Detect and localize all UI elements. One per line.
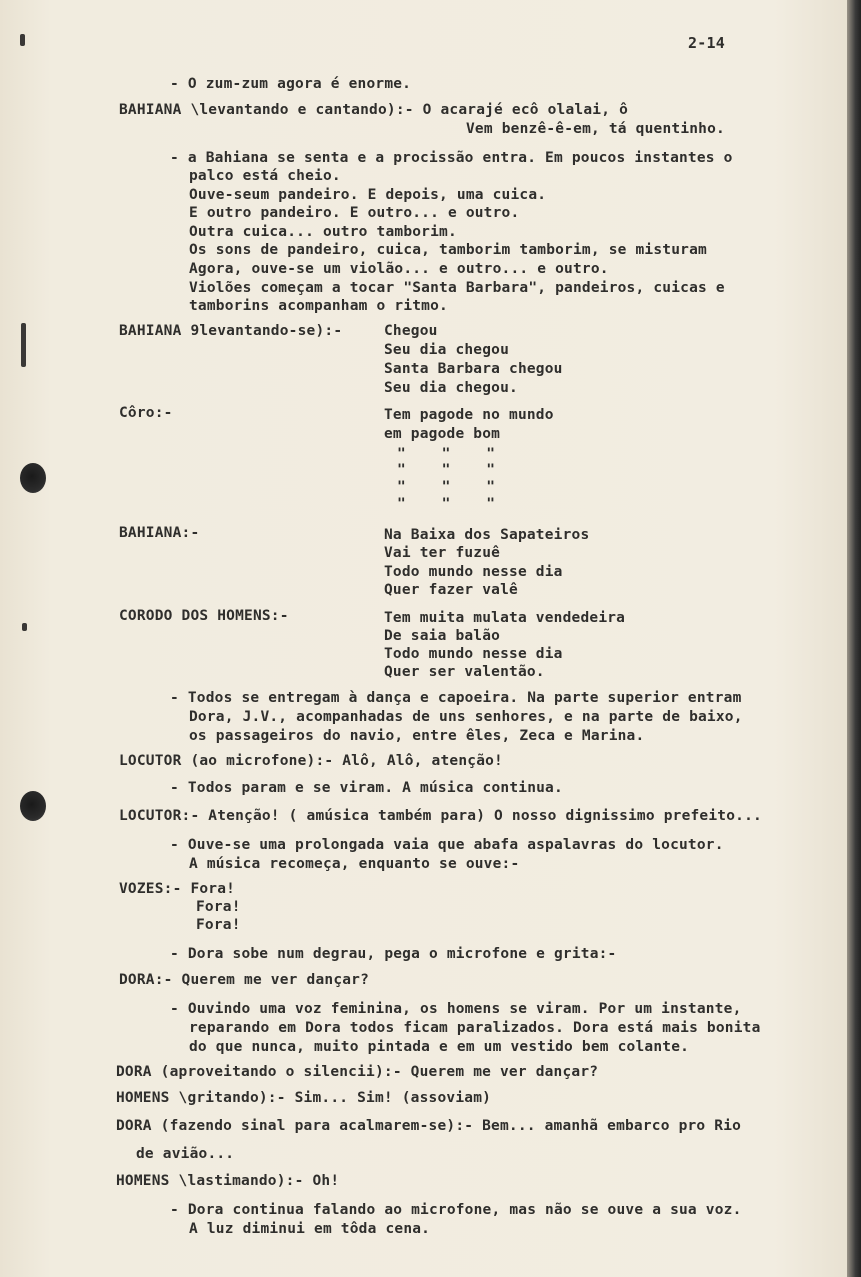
page-number: 2-14 bbox=[688, 34, 725, 52]
lyric-line: Vai ter fuzuê bbox=[384, 545, 501, 561]
ditto-marks: " " " bbox=[397, 479, 496, 495]
dialogue-line: Fora! bbox=[196, 899, 241, 915]
text-line: palco está cheio. bbox=[189, 168, 341, 184]
lyric-line: Seu dia chegou. bbox=[384, 380, 518, 396]
stage-direction: Dora, J.V., acompanhadas de uns senhores, e na parte de baixo, bbox=[189, 709, 743, 725]
lyric-line: Na Baixa dos Sapateiros bbox=[384, 527, 590, 543]
lyric-line: Todo mundo nesse dia bbox=[384, 564, 563, 580]
text-line: Outra cuica... outro tamborim. bbox=[189, 224, 457, 240]
dialogue-line: DORA (aproveitando o silencii):- Querem me ver dançar? bbox=[116, 1064, 599, 1080]
lyric-line: De saia balão bbox=[384, 628, 501, 644]
text-line: Vem benzê-ê-em, tá quentinho. bbox=[466, 121, 725, 137]
page-edge-shadow bbox=[847, 0, 861, 1277]
dialogue-line: de avião... bbox=[136, 1146, 235, 1162]
dialogue-line: LOCUTOR:- Atenção! ( amúsica também para) O nosso dignissimo prefeito... bbox=[119, 808, 762, 824]
lyric-line: Quer fazer valê bbox=[384, 582, 518, 598]
dialogue-line: Fora! bbox=[196, 917, 241, 933]
ditto-marks: " " " bbox=[397, 462, 496, 478]
speaker-label: BAHIANA:- bbox=[119, 525, 200, 541]
dialogue-line: LOCUTOR (ao microfone):- Alô, Alô, atenção! bbox=[119, 753, 503, 769]
dialogue-line: DORA (fazendo sinal para acalmarem-se):- Bem... amanhã embarco pro Rio bbox=[116, 1118, 742, 1134]
text-line: E outro pandeiro. E outro... e outro. bbox=[189, 205, 520, 221]
lyric-line: Tem pagode no mundo bbox=[384, 407, 554, 423]
stage-direction: os passageiros do navio, entre êles, Zeca e Marina. bbox=[189, 728, 645, 744]
punch-hole-top bbox=[20, 463, 46, 493]
dialogue-line: HOMENS \gritando):- Sim... Sim! (assoviam) bbox=[116, 1090, 492, 1106]
stage-direction: - Dora continua falando ao microfone, mas não se ouve a sua voz. bbox=[170, 1202, 742, 1218]
text-line: Ouve-seum pandeiro. E depois, uma cuica. bbox=[189, 187, 547, 203]
text-line: Agora, ouve-se um violão... e outro... e outro. bbox=[189, 261, 609, 277]
margin-mark bbox=[21, 323, 26, 367]
margin-mark bbox=[20, 34, 25, 46]
dialogue-line: HOMENS \lastimando):- Oh! bbox=[116, 1173, 340, 1189]
lyric-line: Todo mundo nesse dia bbox=[384, 646, 563, 662]
text-line: - a Bahiana se senta e a procissão entra. Em poucos instantes o bbox=[170, 150, 733, 166]
ditto-marks: " " " bbox=[397, 496, 496, 512]
stage-direction: - Todos param e se viram. A música continua. bbox=[170, 780, 563, 796]
margin-mark bbox=[22, 623, 27, 631]
stage-direction: - Ouve-se uma prolongada vaia que abafa aspalavras do locutor. bbox=[170, 837, 724, 853]
lyric-line: Tem muita mulata vendedeira bbox=[384, 610, 626, 626]
stage-direction: - Dora sobe num degrau, pega o microfone e grita:- bbox=[170, 946, 617, 962]
punch-hole-bottom bbox=[20, 791, 46, 821]
lyric-line: Santa Barbara chegou bbox=[384, 361, 563, 377]
stage-direction: do que nunca, muito pintada e em um vestido bem colante. bbox=[189, 1039, 690, 1055]
dialogue-line: DORA:- Querem me ver dançar? bbox=[119, 972, 370, 988]
stage-direction: - Todos se entregam à dança e capoeira. Na parte superior entram bbox=[170, 690, 742, 706]
lyric-line: Quer ser valentão. bbox=[384, 664, 545, 680]
lyric-line: Chegou bbox=[384, 323, 438, 339]
dialogue-line: VOZES:- Fora! bbox=[119, 881, 236, 897]
stage-direction: reparando em Dora todos ficam paralizados. Dora está mais bonita bbox=[189, 1020, 761, 1036]
lyric-line: em pagode bom bbox=[384, 426, 501, 442]
speaker-label: Côro:- bbox=[119, 405, 173, 421]
text-line: Violões começam a tocar "Santa Barbara", pandeiros, cuicas e bbox=[189, 280, 725, 296]
lyric-line: Seu dia chegou bbox=[384, 342, 510, 358]
speaker-label: BAHIANA 9levantando-se):- bbox=[119, 323, 343, 339]
text-line: tamborins acompanham o ritmo. bbox=[189, 298, 448, 314]
text-line: Os sons de pandeiro, cuica, tamborim tamborim, se misturam bbox=[189, 242, 707, 258]
text-line: BAHIANA \levantando e cantando):- O acarajé ecô olalai, ô bbox=[119, 102, 628, 118]
speaker-label: CORODO DOS HOMENS:- bbox=[119, 608, 289, 624]
ditto-marks: " " " bbox=[397, 446, 496, 462]
stage-direction: A luz diminui em tôda cena. bbox=[189, 1221, 431, 1237]
stage-direction: A música recomeça, enquanto se ouve:- bbox=[189, 856, 520, 872]
text-line: - O zum-zum agora é enorme. bbox=[170, 76, 412, 92]
stage-direction: - Ouvindo uma voz feminina, os homens se viram. Por um instante, bbox=[170, 1001, 742, 1017]
